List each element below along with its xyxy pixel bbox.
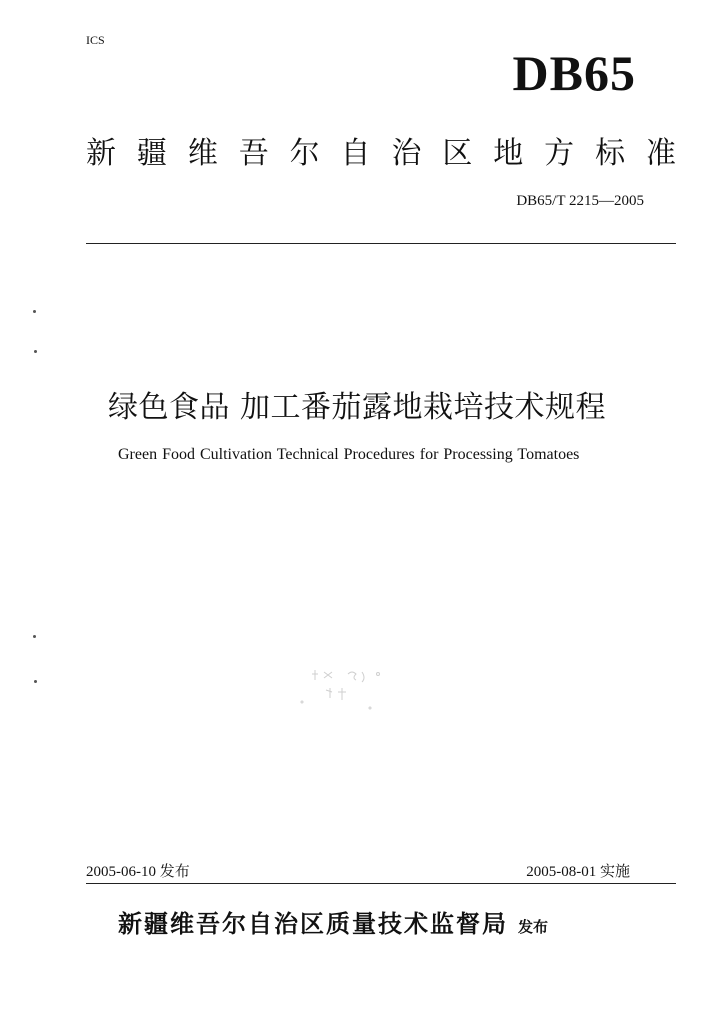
document-title-english: Green Food Cultivation Technical Procedures for Processing Tomatoes <box>118 446 580 463</box>
issue-date: 2005-06-10 发布 <box>86 864 190 880</box>
scan-speck <box>34 350 37 353</box>
standard-code: DB65 <box>512 45 636 101</box>
standard-type-char: 地 <box>493 136 524 171</box>
standard-type-char: 治 <box>391 136 422 171</box>
ics-label: ICS <box>86 33 105 47</box>
header-divider <box>86 243 676 244</box>
standard-type-char: 准 <box>645 136 676 171</box>
standard-type-char: 维 <box>187 136 218 171</box>
standard-type-char: 尔 <box>289 136 320 171</box>
standard-type-heading <box>86 128 676 172</box>
standard-type-char: 方 <box>544 136 575 171</box>
footer-divider <box>86 883 676 884</box>
standard-type-char: 标 <box>595 136 626 171</box>
document-title-chinese: 绿色食品 加工番茄露地栽培技术规程 <box>108 390 607 425</box>
publish-label: 发布 <box>518 918 549 936</box>
scan-speck <box>33 310 36 313</box>
publisher-line <box>118 904 548 939</box>
faint-stamp-mark <box>282 660 392 720</box>
scan-speck <box>33 635 36 638</box>
standard-type-char: 自 <box>340 136 371 171</box>
standard-number: DB65/T 2215—2005 <box>516 193 644 209</box>
standard-type-char: 疆 <box>136 136 167 171</box>
date-row <box>86 860 676 881</box>
standard-type-char: 区 <box>442 136 473 171</box>
standard-type-char: 吾 <box>238 136 269 171</box>
scan-speck <box>34 680 37 683</box>
implementation-date: 2005-08-01 实施 <box>526 864 630 880</box>
publisher-name: 新疆维吾尔自治区质量技术监督局 <box>118 909 508 938</box>
standard-type-char: 新 <box>86 136 116 171</box>
